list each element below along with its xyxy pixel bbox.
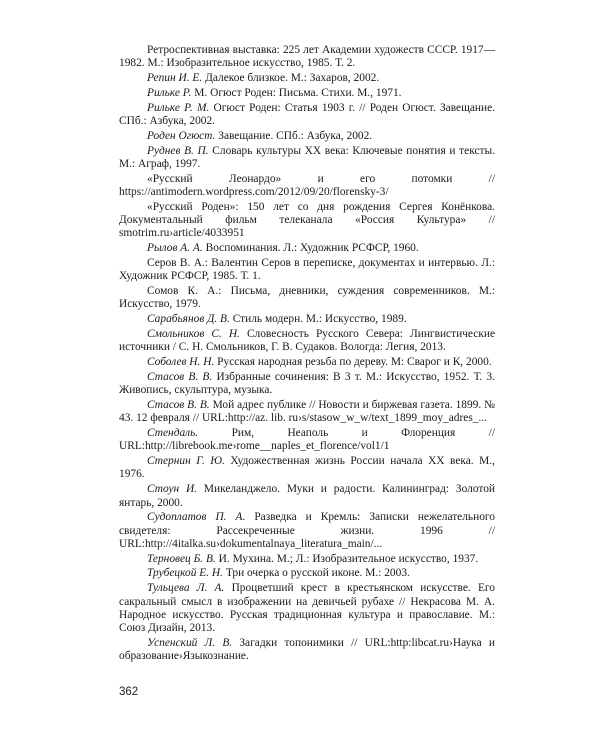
bibliography-entry	[119, 130, 495, 143]
bibliography-entry	[119, 553, 495, 566]
page-number: 362	[119, 686, 139, 698]
bibliography-entry	[119, 102, 495, 129]
entry-author: Репин И. Е.	[147, 72, 203, 85]
entry-text: Загадки топонимики // URL:http:libcat.ru›Наука и образование›Языкознание.	[119, 636, 495, 663]
entry-text: Воспоминания. Л.: Художник РСФСР, 1960.	[205, 242, 419, 255]
entry-text: «Русский Леонардо» и его потомки // https://antimodern.wordpress.com/2012/09/20/florensky-3/	[119, 172, 495, 198]
entry-text: Процветший крест в крестьянском искусстве. Его сакральный смысл в изображении на девичьей рубахе // Некрасова М. А. Народное искусство. Русская традиционная культура и православие. М.: Союз Дизайн, 2013.	[119, 582, 495, 635]
entry-text: «Русский Роден»: 150 лет со дня рождения Сергея Конёнкова. Документальный фильм телеканала «Россия Культура» // smotrim.ru›article/4033951	[119, 200, 495, 240]
entry-author: Смольников С. Н.	[147, 327, 240, 340]
entry-text: Сомов К. А.: Письма, дневники, суждения современников. М.: Искусство, 1979.	[119, 285, 495, 311]
entry-text: Огюст Роден: Статья 1903 г. // Роден Огюст. Завещание. СПб.: Азбука, 2002.	[119, 101, 495, 127]
entry-author: Стендаль.	[147, 427, 199, 440]
entry-text: Стиль модерн. М.: Искусство, 1989.	[232, 313, 407, 326]
entry-author: Успенский Л. В.	[147, 636, 233, 649]
bibliography-list	[119, 44, 495, 665]
bibliography-entry	[119, 173, 495, 200]
bibliography-entry	[119, 455, 495, 482]
entry-author: Руднев В. П.	[147, 144, 209, 157]
entry-author: Стернин Г. Ю.	[147, 455, 225, 468]
entry-text: Завещание. СПб.: Азбука, 2002.	[218, 129, 373, 142]
bibliography-entry	[119, 201, 495, 241]
bibliography-entry	[119, 399, 495, 426]
entry-author: Трубецкой Е. Н.	[147, 567, 223, 580]
entry-author: Рильке Р.	[147, 86, 192, 99]
bibliography-entry	[119, 72, 495, 85]
entry-author: Тульцева Л. А.	[147, 582, 225, 595]
bibliography-entry	[119, 567, 495, 580]
entry-author: Судоплатов П. А.	[147, 511, 246, 524]
bibliography-entry	[119, 427, 495, 454]
entry-text: Художественная жизнь России начала XX века. М., 1976.	[119, 455, 495, 481]
bibliography-entry	[119, 285, 495, 312]
entry-author: Стасов В. В.	[147, 370, 213, 383]
bibliography-entry	[119, 582, 495, 635]
entry-text: Микеланджело. Муки и радости. Калининград: Золотой янтарь, 2000.	[119, 483, 495, 509]
bibliography-entry	[119, 313, 495, 326]
entry-text: Мой адрес публике // Новости и биржевая газета. 1899. № 43. 12 февраля // URL:http://az. lib. ru›s/stasow_w_w/text_1899_moy_adres_...	[119, 398, 495, 425]
entry-author: Стоун И.	[147, 483, 198, 496]
entry-author: Рылов А. А.	[147, 242, 203, 255]
bibliography-entry	[119, 371, 495, 398]
entry-author: Рильке Р. М.	[147, 101, 210, 114]
bibliography-entry	[119, 145, 495, 172]
bibliography-entry	[119, 44, 495, 71]
entry-text: Ретроспективная выставка: 225 лет Академии художеств СССР. 1917—1982. М.: Изобразительное искусство, 1985. Т. 2.	[119, 44, 495, 70]
entry-text: Рим, Неаполь и Флоренция // URL:http://librebook.me›rome__naples_et_florence/vol1/1	[119, 427, 495, 453]
bibliography-entry	[119, 242, 495, 255]
bibliography-entry	[119, 87, 495, 100]
bibliography-entry	[119, 511, 495, 551]
entry-text: Разведка и Кремль: Записки нежелательного свидетеля: Рассекреченные жизни. 1996 // URL:http://4italka.su›dokumentalnaya_literatura_main/...	[119, 511, 495, 550]
entry-text: Далекое близкое. М.: Захаров, 2002.	[205, 72, 380, 85]
bibliography-entry	[119, 637, 495, 664]
entry-text: Три очерка о русской иконе. М.: 2003.	[225, 567, 410, 580]
entry-text: И. Мухина. М.; Л.: Изобразительное искусство, 1937.	[218, 552, 479, 565]
entry-text: Русская народная резьба по дереву. М: Сварог и К, 2000.	[217, 356, 492, 369]
entry-author: Стасов В. В.	[147, 398, 210, 411]
entry-text: М. Огюст Роден: Письма. Стихи. М., 1971.	[194, 86, 402, 99]
entry-text: Избранные сочинения: В 3 т. М.: Искусство, 1952. Т. 3. Живопись, скульптура, музыка.	[119, 370, 495, 397]
bibliography-entry	[119, 328, 495, 355]
bibliography-entry	[119, 356, 495, 369]
entry-author: Сарабьянов Д. В.	[147, 313, 230, 326]
entry-author: Терновец Б. В.	[147, 552, 216, 565]
entry-text: Словарь культуры XX века: Ключевые понятия и тексты. М.: Аграф, 1997.	[119, 144, 495, 170]
entry-author: Соболев Н. Н.	[147, 356, 215, 369]
bibliography-entry	[119, 257, 495, 284]
entry-author: Роден Огюст.	[147, 129, 216, 142]
entry-text: Словесность Русского Севера: Лингвистические источники / С. Н. Смольников, Г. В. Судаков. Вологда: Легия, 2013.	[119, 327, 495, 354]
entry-text: Серов В. А.: Валентин Серов в переписке, документах и интервью. Л.: Художник РСФСР, 1985. Т. 1.	[119, 256, 495, 283]
bibliography-entry	[119, 483, 495, 510]
